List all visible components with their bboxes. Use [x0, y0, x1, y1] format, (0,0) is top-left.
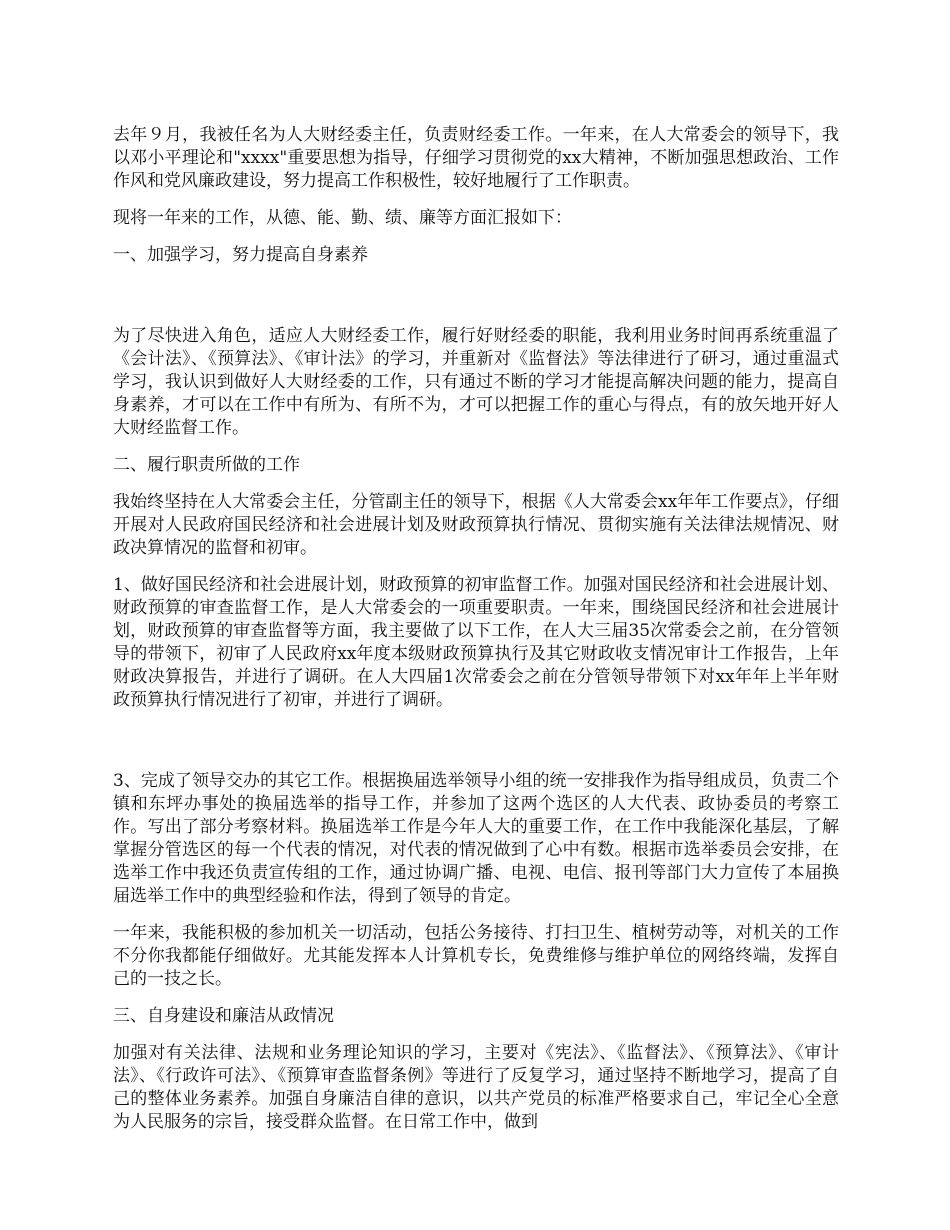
- paragraph-intro: 去年９月，我被任名为人大财经委主任，负责财经委工作。一年来，在人大常委会的领导下，我以邓小平理论和"xxxx"重要思想为指导，仔细学习贯彻党的xx大精神，不断加强思想政治、工作作风和党风廉政建设，努力提高工作积极性，较好地履行了工作职责。: [113, 125, 839, 191]
- paragraph-integrity: 加强对有关法律、法规和业务理论知识的学习，主要对《宪法》、《监督法》、《预算法》、《审计法》、《行政许可法》、《预算审查监督条例》等进行了反复学习，通过坚持不断地学习，提高了自己的整体业务素养。加强自身廉洁自律的意识，以共产党员的标准严格要求自己，牢记全心全意为人民服务的宗旨，接受群众监督。在日常工作中，做到: [113, 1043, 839, 1132]
- section-heading-integrity: 三、自身建设和廉洁从政情况: [113, 1006, 334, 1026]
- paragraph-activities: 一年来，我能积极的参加机关一切活动，包括公务接待、打扫卫生、植树劳动等，对机关的工作不分你我都能仔细做好。尤其能发挥本人计算机专长，免费维修与维护单位的网络终端，发挥自己的一技之长。: [113, 923, 839, 989]
- paragraph-report-lead: 现将一年来的工作，从德、能、勤、绩、廉等方面汇报如下：: [113, 208, 572, 228]
- section-heading-duties: 二、履行职责所做的工作: [113, 455, 300, 475]
- document-body: [113, 124, 839, 1148]
- section-heading-study: 一、加强学习，努力提高自身素养: [113, 245, 368, 265]
- paragraph-study: 为了尽快进入角色，适应人大财经委工作，履行好财经委的职能，我利用业务时间再系统重温了《会计法》、《预算法》、《审计法》的学习，并重新对《监督法》等法律进行了研习，通过重温式学习，我认识到做好人大财经委的工作，只有通过不断的学习才能提高解决问题的能力，提高自身素养，才可以在工作中有所为、有所不为，才可以把握工作的重心与得点，有的放矢地开好人大财经监督工作。: [113, 326, 839, 438]
- paragraph-item-3: 3、完成了领导交办的其它工作。根据换届选举领导小组的统一安排我作为指导组成员，负责二个镇和东坪办事处的换届选举的指导工作，并参加了这两个选区的人大代表、政协委员的考察工作。写出了部分考察材料。换届选举工作是今年人大的重要工作，在工作中我能深化基层，了解掌握分管选区的每一个代表的情况，对代表的情况做到了心中有数。根据市选举委员会安排，在选举工作中我还负责宣传组的工作，通过协调广播、电视、电信、报刊等部门大力宣传了本届换届选举工作中的典型经验和作法，得到了领导的肯定。: [113, 771, 839, 906]
- paragraph-item-1: 1、做好国民经济和社会进展计划，财政预算的初审监督工作。加强对国民经济和社会进展计划、财政预算的审查监督工作，是人大常委会的一项重要职责。一年来，围绕国民经济和社会进展计划，财政预算的审查监督等方面，我主要做了以下工作，在人大三届35次常委会之前，在分管领导的带领下，初审了人民政府xx年度本级财政预算执行及其它财政收支情况审计工作报告，上年财政决算报告，并进行了调研。在人大四届1次常委会之前在分管领导带领下对xx年年上半年财政预算执行情况进行了初审，并进行了调研。: [113, 575, 839, 710]
- paragraph-duties: 我始终坚持在人大常委会主任，分管副主任的领导下，根据《人大常委会xx年年工作要点》，仔细开展对人民政府国民经济和社会进展计划及财政预算执行情况、贯彻实施有关法律法规情况、财政决算情况的监督和初审。: [113, 492, 839, 558]
